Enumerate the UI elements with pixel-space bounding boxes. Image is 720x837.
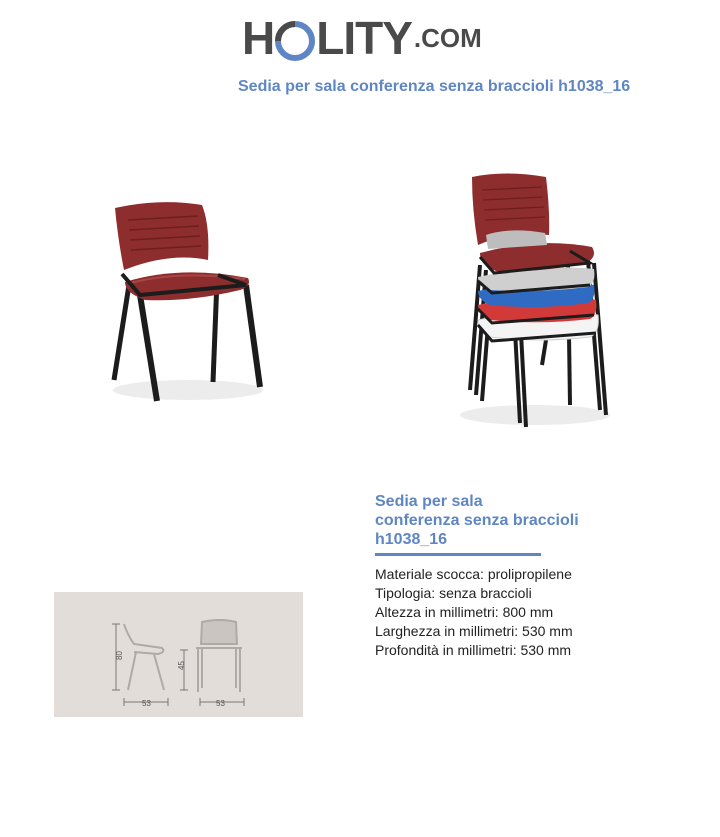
logo-o-icon bbox=[275, 19, 315, 59]
dimension-drawing bbox=[54, 592, 303, 717]
logo-letters-lity: LITY bbox=[316, 12, 412, 64]
page-title: Sedia per sala conferenza senza braccioli h1038_16 bbox=[238, 78, 631, 95]
logo-com: .COM bbox=[413, 23, 482, 53]
spec-height: Altezza in millimetri: 800 mm bbox=[375, 604, 554, 620]
logo-letter-h: H bbox=[242, 12, 275, 64]
product-heading-line: h1038_16 bbox=[375, 531, 448, 548]
depth-label: 53 bbox=[142, 699, 151, 708]
stacked-chairs-photo bbox=[450, 165, 620, 435]
heading-divider bbox=[375, 553, 541, 556]
width-label: 53 bbox=[216, 699, 225, 708]
product-heading-line: Sedia per sala bbox=[375, 493, 483, 510]
spec-depth: Profondità in millimetri: 530 mm bbox=[375, 642, 572, 658]
chair-side-view bbox=[124, 624, 164, 690]
seat-height-label: 45 bbox=[177, 661, 186, 670]
height-label: 80 bbox=[115, 651, 124, 660]
spec-type: Tipologia: senza braccioli bbox=[375, 585, 532, 601]
spec-material: Materiale scocca: prolipropilene bbox=[375, 566, 572, 582]
spec-width: Larghezza in millimetri: 530 mm bbox=[375, 623, 573, 639]
site-logo[interactable] bbox=[242, 12, 482, 64]
chair-front-view bbox=[196, 620, 242, 692]
spec-list bbox=[375, 565, 573, 660]
product-heading-line: conferenza senza braccioli bbox=[375, 512, 579, 529]
chair-photo bbox=[100, 190, 275, 420]
product-heading bbox=[375, 492, 595, 549]
